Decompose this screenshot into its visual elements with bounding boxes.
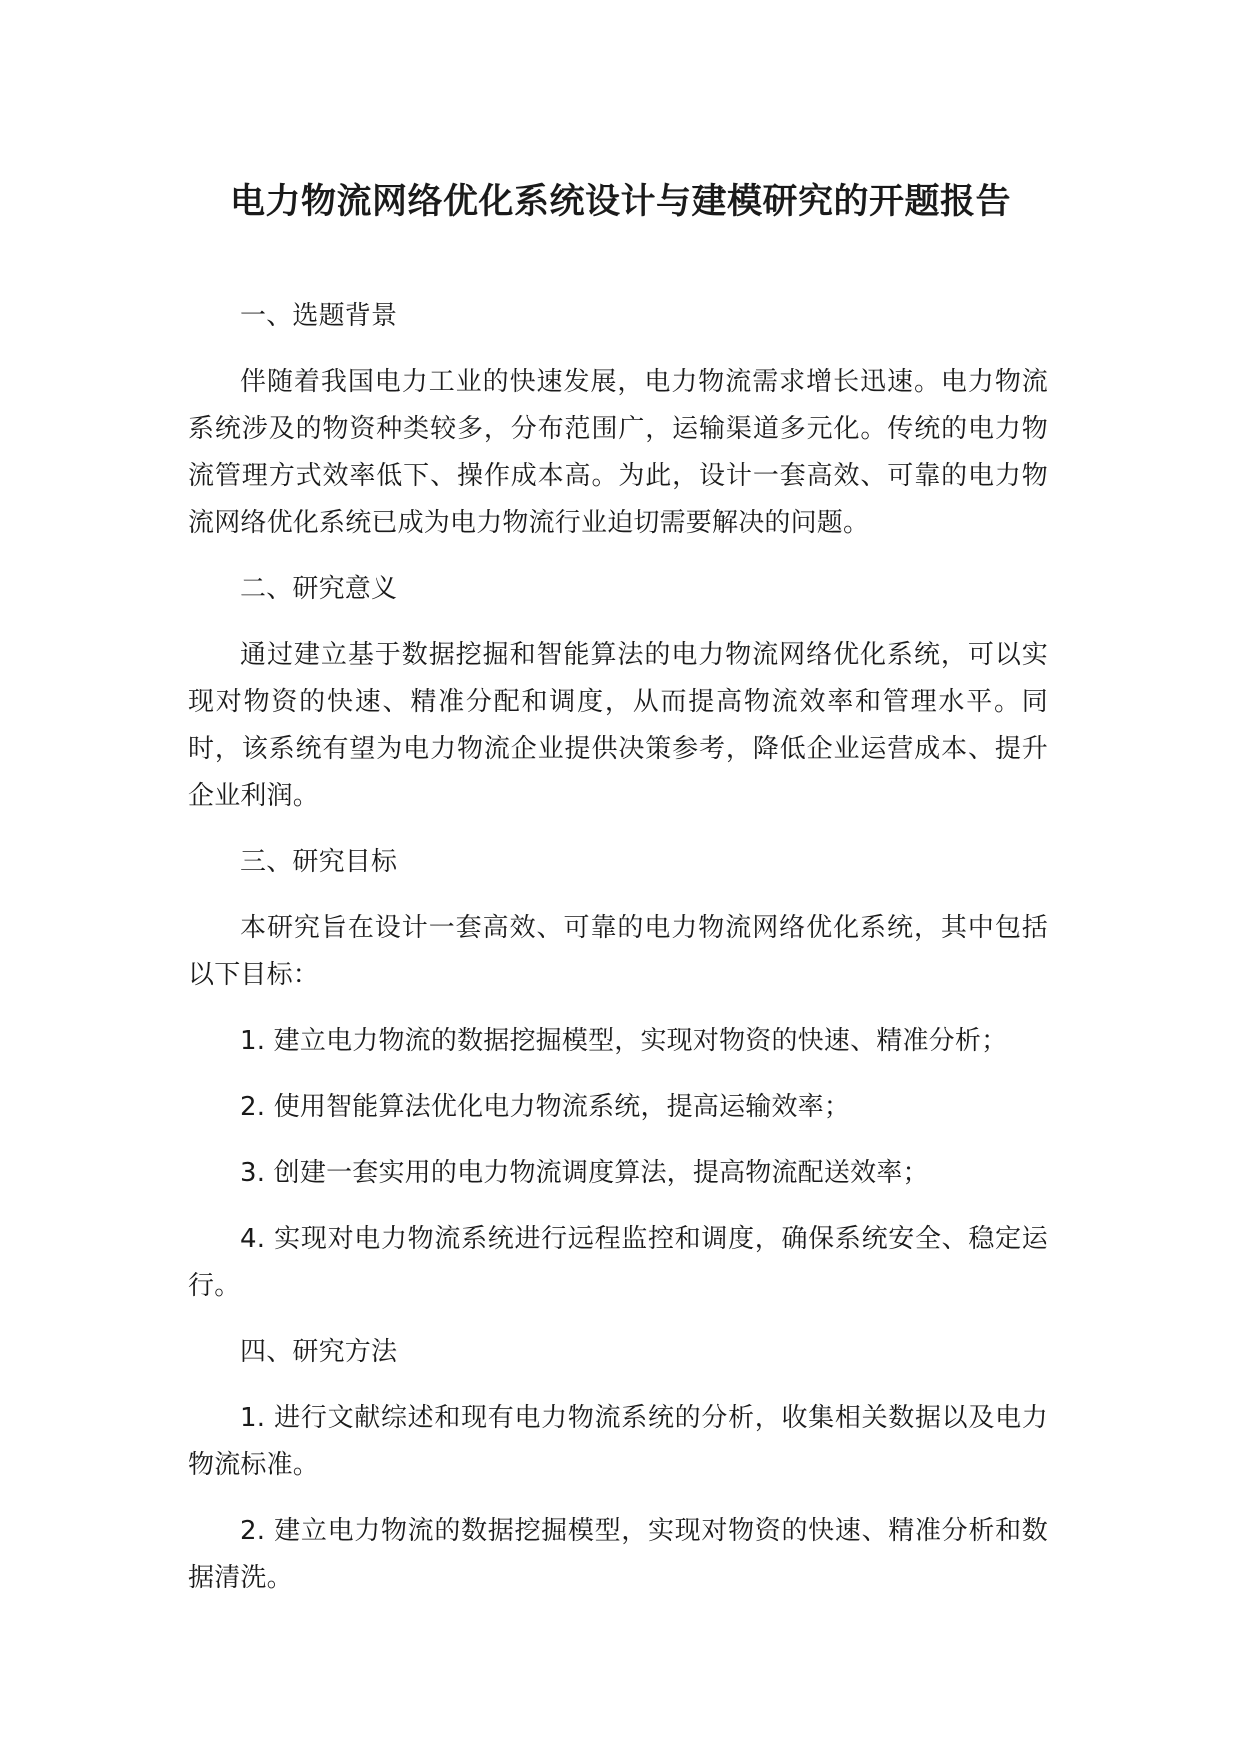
document-body	[188, 293, 1048, 1621]
paragraph-significance: 通过建立基于数据挖掘和智能算法的电力物流网络优化系统，可以实现对物资的快速、精准分配和调度，从而提高物流效率和管理水平。同时，该系统有望为电力物流企业提供决策参考，降低企业运营成本、提升企业利润。	[188, 640, 1048, 811]
goal-item-2: 2. 使用智能算法优化电力物流系统，提高运输效率；	[240, 1092, 851, 1122]
goal-item-3: 3. 创建一套实用的电力物流调度算法，提高物流配送效率；	[240, 1158, 929, 1188]
method-item-2: 2. 建立电力物流的数据挖掘模型，实现对物资的快速、精准分析和数据清洗。	[188, 1516, 1048, 1593]
section-heading-methods: 四、研究方法	[240, 1337, 398, 1367]
document-title: 电力物流网络优化系统设计与建模研究的开题报告	[229, 182, 1011, 222]
method-item-1: 1. 进行文献综述和现有电力物流系统的分析，收集相关数据以及电力物流标准。	[188, 1403, 1048, 1480]
section-heading-goals: 三、研究目标	[240, 847, 398, 877]
paragraph-goals-intro: 本研究旨在设计一套高效、可靠的电力物流网络优化系统，其中包括以下目标：	[188, 913, 1048, 990]
goal-item-1: 1. 建立电力物流的数据挖掘模型，实现对物资的快速、精准分析；	[240, 1026, 1008, 1056]
section-heading-background: 一、选题背景	[240, 301, 398, 331]
paragraph-background: 伴随着我国电力工业的快速发展，电力物流需求增长迅速。电力物流系统涉及的物资种类较多，分布范围广，运输渠道多元化。传统的电力物流管理方式效率低下、操作成本高。为此，设计一套高效、可靠的电力物流网络优化系统已成为电力物流行业迫切需要解决的问题。	[188, 367, 1048, 538]
section-heading-significance: 二、研究意义	[240, 574, 398, 604]
goal-item-4: 4. 实现对电力物流系统进行远程监控和调度，确保系统安全、稳定运行。	[188, 1224, 1048, 1301]
